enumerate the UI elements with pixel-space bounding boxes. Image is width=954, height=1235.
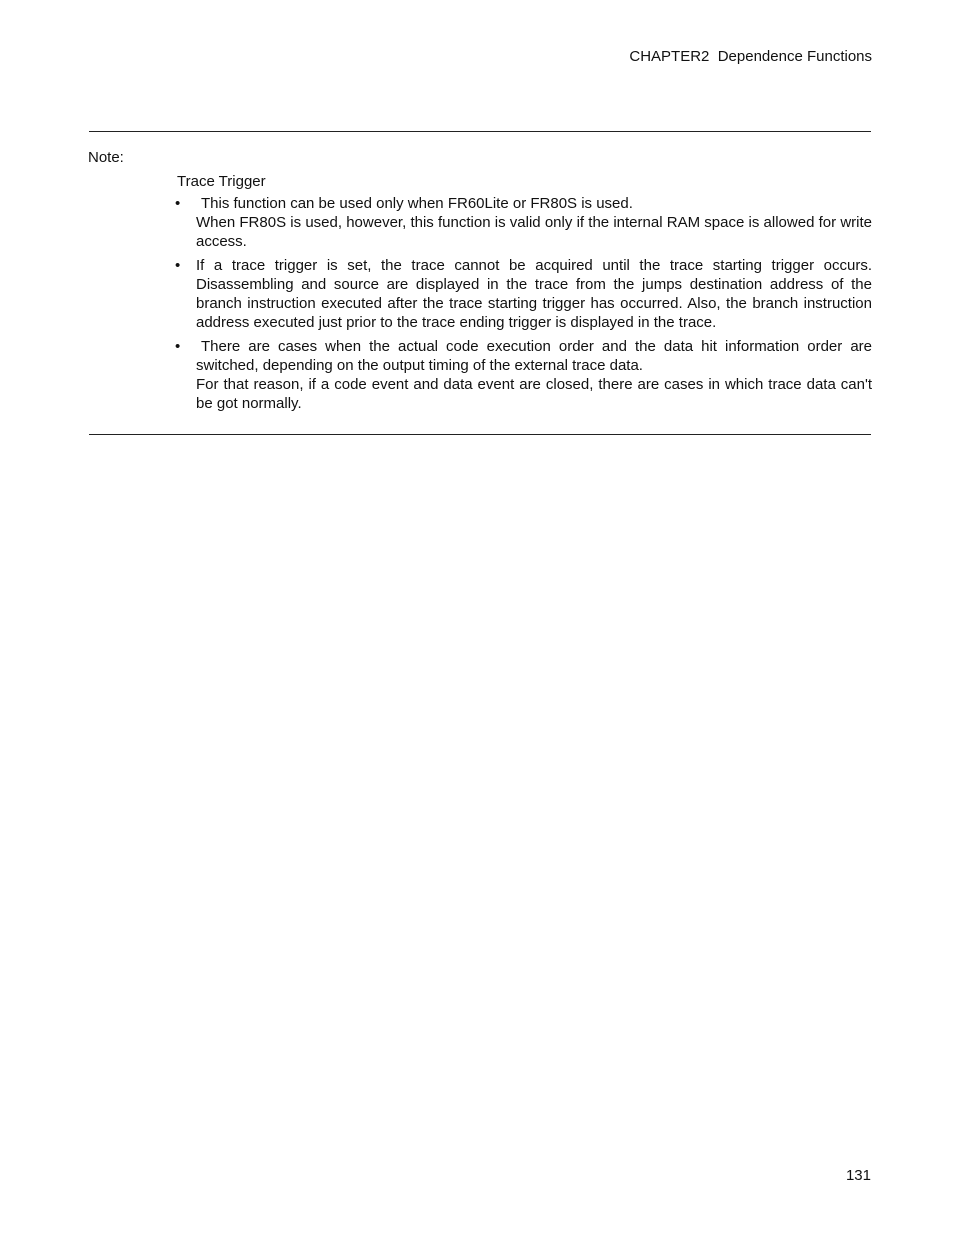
top-rule	[89, 131, 871, 132]
note-title: Trace Trigger	[177, 173, 266, 190]
note-label: Note:	[88, 149, 124, 166]
bullet-marker: •	[175, 338, 181, 355]
bullet-paragraph: For that reason, if a code event and data event are closed, there are cases in which trace data can't be got normally.	[196, 376, 872, 412]
note-bullet-item	[177, 256, 872, 332]
bullet-paragraph: There are cases when the actual code execution order and the data hit information order are switched, depending on the output timing of the external trace data.	[196, 338, 872, 374]
bullet-paragraph: When FR80S is used, however, this function is valid only if the internal RAM space is allowed for write access.	[196, 214, 872, 250]
bullet-marker: •	[175, 257, 181, 274]
page-number: 131	[845, 1167, 871, 1184]
note-bullet-item	[177, 337, 872, 413]
bullet-marker: •	[175, 195, 181, 212]
note-body	[177, 172, 872, 418]
bullet-paragraph: If a trace trigger is set, the trace cannot be acquired until the trace starting trigger occurs. Disassembling and source are displayed in the trace from the jumps destination address of the branch instruction executed after the trace starting trigger has occurred. Also, the branch instruction address executed just prior to the trace ending trigger is displayed in the trace.	[196, 257, 872, 331]
running-header: CHAPTER2 Dependence Functions	[629, 48, 872, 65]
bullet-paragraph: This function can be used only when FR60Lite or FR80S is used.	[201, 195, 633, 212]
note-bullet-item	[177, 194, 872, 251]
note-bullet-list	[177, 194, 872, 413]
bottom-rule	[89, 434, 871, 435]
